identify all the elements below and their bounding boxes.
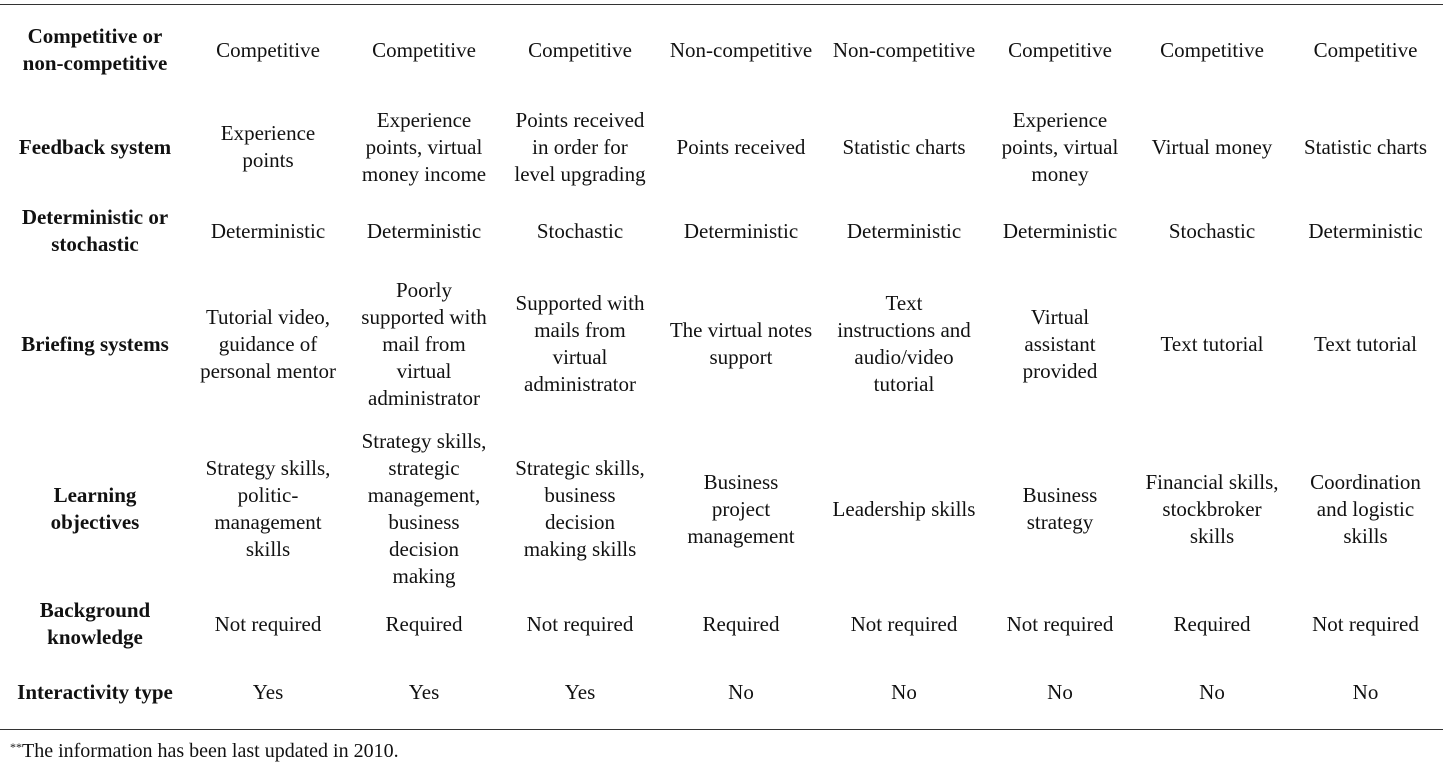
- table-cell: Strategy skills, strategic management, business decision making: [361, 429, 487, 588]
- table-cell: Not required: [526, 611, 634, 636]
- table-cell: Required: [385, 611, 463, 636]
- row-header-feedback: Feedback system: [18, 134, 172, 159]
- table-cell: Text instructions and audio/video tutorial: [837, 291, 971, 396]
- row-header-briefing: Briefing systems: [21, 331, 169, 356]
- table-cell: Non-competitive: [669, 37, 813, 62]
- table-cell: Experience points: [220, 121, 316, 172]
- table-cell: Not required: [850, 611, 958, 636]
- table-cell: Competitive: [1313, 37, 1418, 62]
- table-cell: Competitive: [372, 37, 476, 62]
- table-cell: Virtual assistant provided: [1022, 304, 1098, 383]
- table-cell: Business strategy: [1022, 483, 1098, 534]
- footnote-marker: **: [10, 740, 22, 754]
- table-cell: Competitive: [216, 37, 320, 62]
- row-header-learning: Learning objectives: [50, 483, 140, 534]
- table-row-competitive: [0, 6, 1443, 94]
- table-cell: Stochastic: [536, 218, 624, 243]
- table-cell: Leadership skills: [832, 496, 976, 521]
- comparison-table: [0, 6, 1443, 729]
- table-cell: Deterministic: [1308, 218, 1423, 243]
- table-cell: Poorly supported with mail from virtual administrator: [361, 277, 487, 410]
- table-cell: The virtual notes support: [669, 318, 813, 369]
- table-row-learning: [0, 426, 1443, 592]
- row-header-interactivity: Interactivity type: [17, 680, 173, 704]
- table-cell: No: [1199, 680, 1225, 704]
- table-footnote: [10, 738, 399, 764]
- table-cell: Not required: [1312, 611, 1419, 636]
- table-cell: Points received in order for level upgrading: [514, 107, 646, 186]
- table-cell: Statistic charts: [842, 134, 966, 159]
- table-cell: Deterministic: [210, 218, 326, 243]
- table-row-background: [0, 592, 1443, 656]
- table-cell: Not required: [214, 611, 322, 636]
- table-row-deterministic: [0, 200, 1443, 262]
- table-cell: Coordination and logistic skills: [1310, 469, 1421, 548]
- table-cell: Deterministic: [1002, 218, 1118, 243]
- table-cell: Not required: [1006, 611, 1114, 636]
- row-header-background: Background knowledge: [39, 598, 151, 649]
- table-cell: Business project management: [687, 469, 795, 548]
- table-cell: Strategy skills, politic- management skills: [205, 456, 331, 561]
- row-header-competitive: Competitive or non-competitive: [22, 24, 168, 75]
- table-cell: Deterministic: [683, 218, 799, 243]
- table-cell: Competitive: [528, 37, 632, 62]
- table-cell: Supported with mails from virtual administrator: [515, 291, 645, 396]
- table-cell: Stochastic: [1168, 218, 1256, 243]
- row-header-deterministic: Deterministic or stochastic: [21, 205, 169, 256]
- table-cell: Financial skills, stockbroker skills: [1145, 469, 1279, 548]
- table-cell: Strategic skills, business decision making skills: [515, 456, 645, 561]
- table-cell: No: [728, 680, 754, 704]
- table-cell: Deterministic: [366, 218, 482, 243]
- table-cell: Required: [702, 611, 780, 636]
- table-cell: Virtual money: [1151, 134, 1273, 159]
- table-cell: Statistic charts: [1303, 134, 1428, 159]
- table-cell: Text tutorial: [1160, 331, 1264, 356]
- table-cell: Yes: [408, 680, 440, 704]
- table-cell: Experience points, virtual money: [1001, 107, 1119, 186]
- table-cell: Yes: [564, 680, 596, 704]
- table-bottom-rule: [0, 729, 1443, 730]
- table-cell: No: [1352, 680, 1379, 704]
- table-cell: Competitive: [1008, 37, 1112, 62]
- table-cell: Deterministic: [846, 218, 962, 243]
- table-top-rule: [0, 4, 1443, 5]
- table-cell: No: [891, 680, 917, 704]
- table-row-briefing: [0, 262, 1443, 426]
- table-row-feedback: [0, 94, 1443, 200]
- footnote-text: The information has been last updated in 2010.: [22, 740, 399, 762]
- table-row-interactivity: [0, 656, 1443, 729]
- table-cell: Non-competitive: [832, 37, 976, 62]
- table-cell: Points received: [676, 134, 806, 159]
- table-cell: Yes: [252, 680, 284, 704]
- table-cell: Tutorial video, guidance of personal mentor: [200, 304, 336, 383]
- table-cell: Text tutorial: [1314, 331, 1417, 356]
- table-cell: No: [1047, 680, 1073, 704]
- table-cell: Competitive: [1160, 37, 1264, 62]
- table-cell: Experience points, virtual money income: [361, 107, 487, 186]
- table-cell: Required: [1173, 611, 1251, 636]
